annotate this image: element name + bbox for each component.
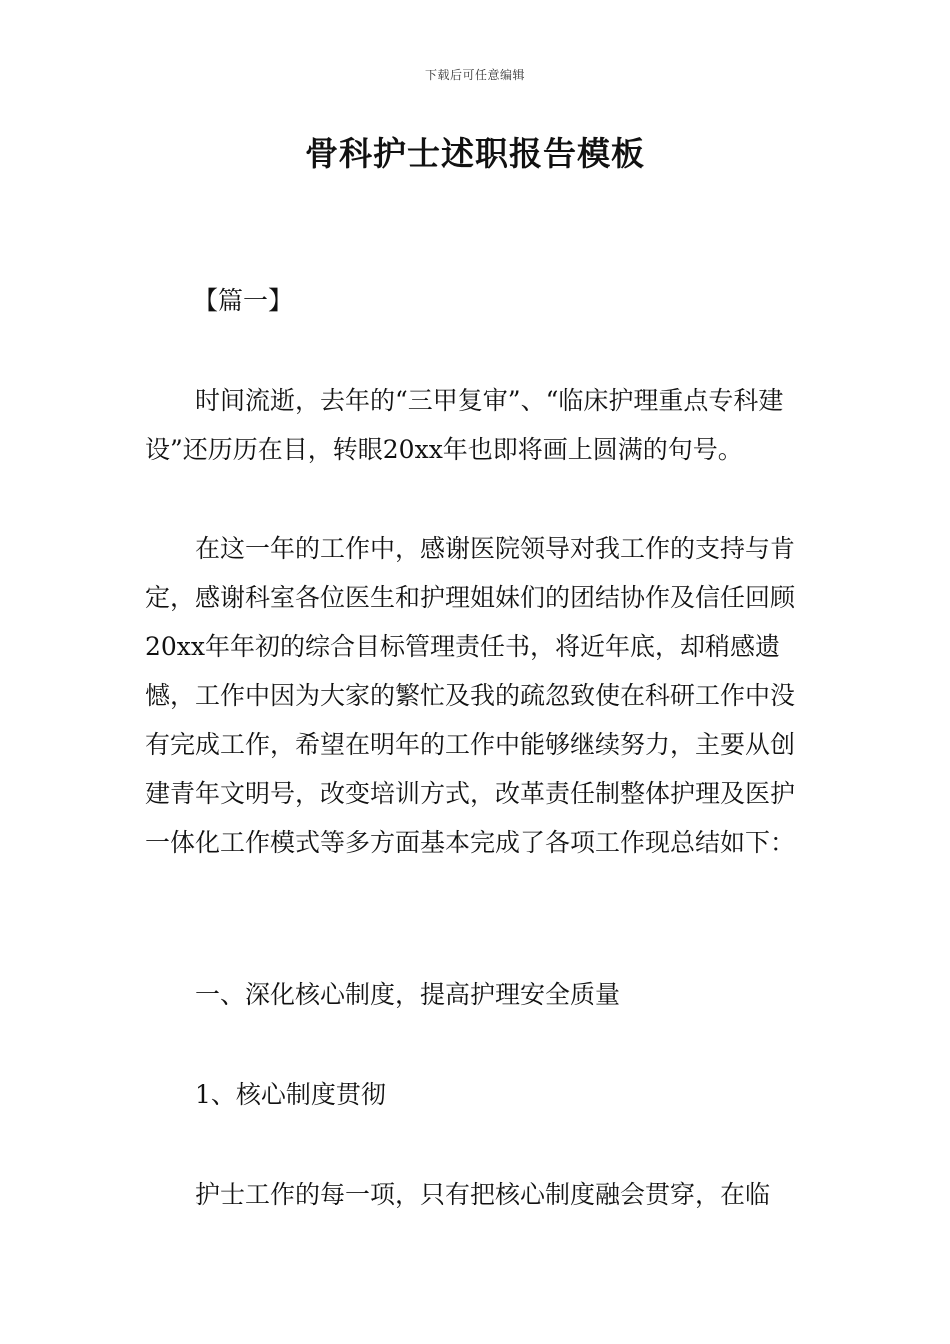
header-note: 下载后可任意编辑 [424, 68, 525, 82]
paragraph-1: 时间流逝，去年的“三甲复审”、“临床护理重点专科建设”还历历在目，转眼20xx年也即将画上圆满的句号。 [145, 386, 784, 464]
section-label: 【篇一】 [193, 286, 294, 315]
paragraph-3: 护士工作的每一项，只有把核心制度融会贯穿，在临 [195, 1180, 771, 1209]
subsection-heading-1: 1、核心制度贯彻 [195, 1080, 386, 1109]
section-heading-1: 一、深化核心制度，提高护理安全质量 [195, 980, 621, 1009]
document-title: 骨科护士述职报告模板 [305, 134, 645, 173]
paragraph-2: 在这一年的工作中，感谢医院领导对我工作的支持与肯定，感谢科室各位医生和护理姐妹们的团结协作及信任回顾20xx年年初的综合目标管理责任书，将近年底，却稍感遗憾，工作中因为大家的繁忙及我的疏忽致使在科研工作中没有完成工作，希望在明年的工作中能够继续努力，主要从创建青年文明号，改变培训方式，改革责任制整体护理及医护一体化工作模式等多方面基本完成了各项工作现总结如下： [145, 534, 796, 857]
